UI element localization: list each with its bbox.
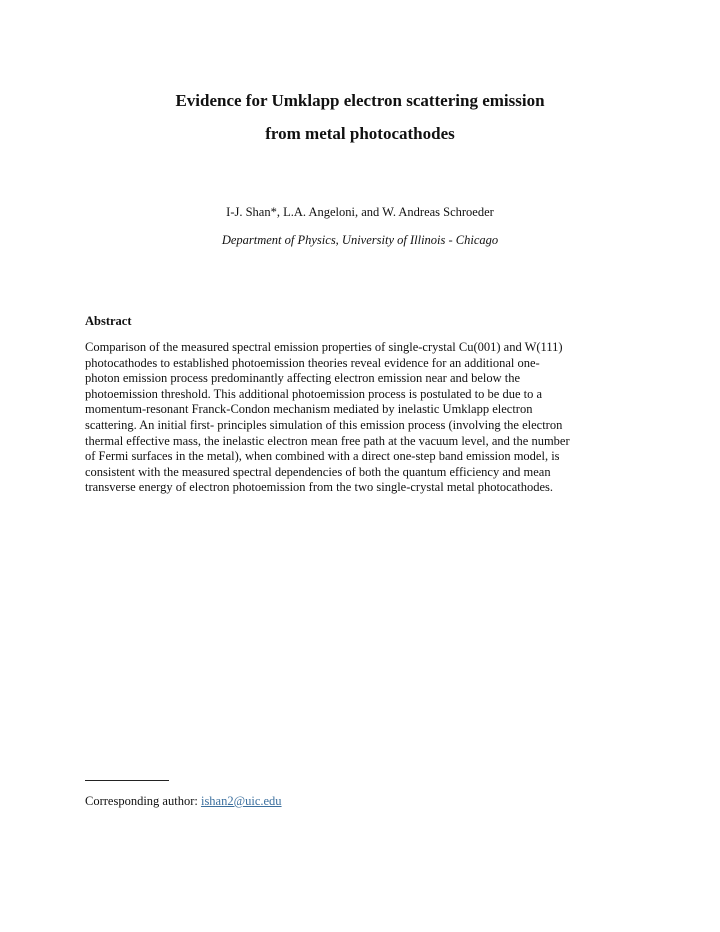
- abstract-line: momentum-resonant Franck-Condon mechanism mediated by inelastic Umklapp electron: [85, 402, 533, 417]
- abstract-line: consistent with the measured spectral dependencies of both the quantum efficiency and mean: [85, 464, 551, 479]
- author-list: I-J. Shan*, L.A. Angeloni, and W. Andreas Schroeder: [226, 205, 494, 219]
- title-line-2: from metal photocathodes: [265, 124, 455, 143]
- abstract-line: thermal effective mass, the inelastic electron mean free path at the vacuum level, and the number: [85, 433, 570, 448]
- author-email-link[interactable]: ishan2@uic.edu: [200, 794, 282, 808]
- paper-title: [0, 84, 720, 150]
- affiliation: Department of Physics, University of Illinois - Chicago: [221, 233, 499, 247]
- abstract-body: [85, 340, 637, 496]
- footnote-divider: [85, 780, 169, 781]
- abstract-line: Comparison of the measured spectral emission properties of single-crystal Cu(001) and W(111): [85, 340, 563, 354]
- abstract-line: photoemission threshold. This additional photoemission process is postulated to be due to a: [85, 386, 543, 401]
- footnote-label: Corresponding author:: [85, 794, 201, 808]
- abstract-line: of Fermi surfaces in the metal), when combined with a direct one-step band emission model, is: [85, 449, 560, 464]
- corresponding-author-footnote: [85, 793, 282, 809]
- abstract-heading: Abstract: [85, 314, 132, 328]
- title-line-1: Evidence for Umklapp electron scattering emission: [175, 91, 545, 110]
- abstract-line: photocathodes to established photoemission theories reveal evidence for an additional one-: [85, 355, 540, 370]
- abstract-line: scattering. An initial first- principles simulation of this emission process (involving the electron: [85, 417, 563, 432]
- abstract-line: transverse energy of electron photoemission from the two single-crystal metal photocathodes.: [85, 480, 554, 495]
- abstract-line: photon emission process predominantly affecting electron emission near and below the: [85, 371, 521, 386]
